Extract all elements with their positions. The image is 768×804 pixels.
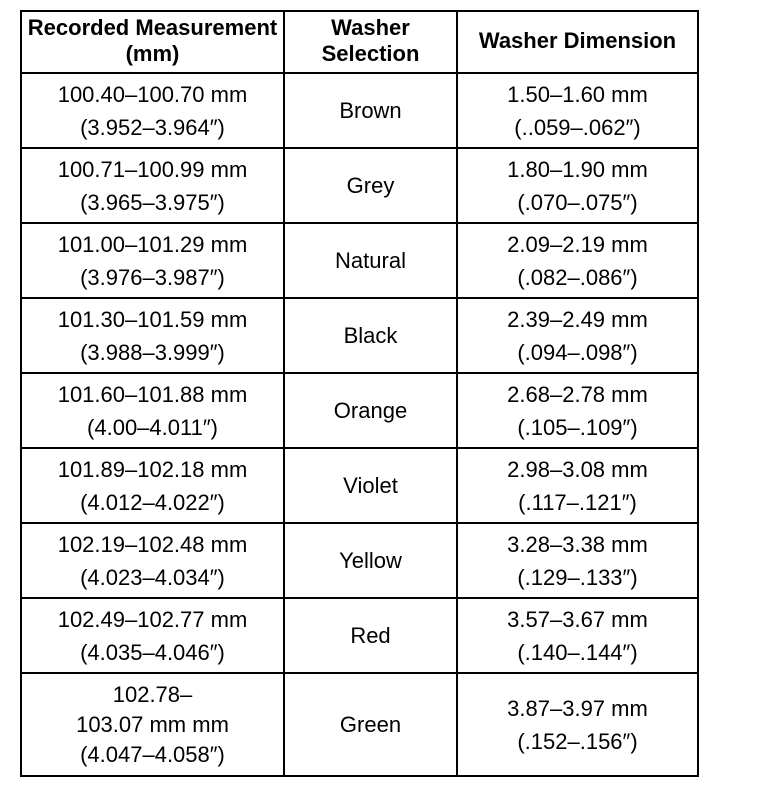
table-row — [21, 673, 698, 776]
selection-cell: Natural — [284, 223, 457, 298]
header-line: Selection — [321, 41, 420, 66]
measurement-in: (3.952–3.964″) — [80, 114, 225, 140]
selection-cell: Brown — [284, 73, 457, 148]
dimension-mm: 2.09–2.19 mm — [507, 231, 648, 257]
selection-cell: Yellow — [284, 523, 457, 598]
dimension-in: (..059–.062″) — [514, 114, 641, 140]
measurement-cell — [21, 673, 284, 776]
measurement-cell — [21, 148, 284, 223]
dimension-in: (.117–.121″) — [518, 489, 637, 515]
measurement-mm: 102.19–102.48 mm — [57, 531, 248, 557]
dimension-mm: 2.39–2.49 mm — [507, 306, 648, 332]
header-line: Recorded — [27, 15, 130, 40]
dimension-in: (.094–.098″) — [517, 339, 638, 365]
measurement-cell — [21, 373, 284, 448]
measurement-mm: 102.78– — [112, 681, 193, 707]
header-row — [21, 11, 698, 73]
selection-cell: Green — [284, 673, 457, 776]
dimension-in: (.140–.144″) — [517, 639, 638, 665]
dimension-mm: 3.28–3.38 mm — [507, 531, 648, 557]
measurement-mm: 101.00–101.29 mm — [57, 231, 248, 257]
measurement-in: (3.976–3.987″) — [80, 264, 225, 290]
measurement-in: (3.988–3.999″) — [80, 339, 225, 365]
table-row — [21, 298, 698, 373]
measurement-cell — [21, 448, 284, 523]
dimension-cell — [457, 223, 698, 298]
measurement-mm-cont: 103.07 mm mm — [76, 711, 229, 737]
dimension-cell — [457, 148, 698, 223]
table-row — [21, 523, 698, 598]
table-row — [21, 148, 698, 223]
dimension-in: (.070–.075″) — [517, 189, 638, 215]
table-row — [21, 73, 698, 148]
header-washer-dimension — [457, 11, 698, 73]
dimension-mm: 2.68–2.78 mm — [507, 381, 648, 407]
header-line: Washer — [478, 28, 558, 53]
measurement-in: (3.965–3.975″) — [80, 189, 225, 215]
measurement-mm: 101.89–102.18 mm — [57, 456, 248, 482]
dimension-cell — [457, 298, 698, 373]
measurement-in: (4.023–4.034″) — [80, 564, 225, 590]
dimension-in: (.105–.109″) — [517, 414, 638, 440]
dimension-cell — [457, 673, 698, 776]
measurement-in: (4.00–4.011″) — [87, 414, 218, 440]
dimension-mm: 2.98–3.08 mm — [507, 456, 648, 482]
selection-cell: Grey — [284, 148, 457, 223]
dimension-in: (.152–.156″) — [517, 728, 638, 754]
header-line: Dimension — [563, 28, 677, 53]
header-recorded-measurement — [21, 11, 284, 73]
dimension-cell — [457, 523, 698, 598]
selection-cell: Red — [284, 598, 457, 673]
measurement-mm: 100.71–100.99 mm — [57, 156, 248, 182]
measurement-cell — [21, 298, 284, 373]
dimension-in: (.129–.133″) — [517, 564, 638, 590]
selection-cell: Violet — [284, 448, 457, 523]
selection-cell: Orange — [284, 373, 457, 448]
measurement-cell — [21, 73, 284, 148]
measurement-mm: 101.30–101.59 mm — [57, 306, 248, 332]
measurement-cell — [21, 523, 284, 598]
dimension-cell — [457, 598, 698, 673]
table-row — [21, 598, 698, 673]
measurement-in: (4.012–4.022″) — [80, 489, 225, 515]
measurement-mm: 101.60–101.88 mm — [57, 381, 248, 407]
dimension-cell — [457, 448, 698, 523]
dimension-mm: 3.87–3.97 mm — [507, 695, 648, 721]
dimension-mm: 1.50–1.60 mm — [507, 81, 648, 107]
dimension-cell — [457, 373, 698, 448]
dimension-cell — [457, 73, 698, 148]
table-row — [21, 448, 698, 523]
header-washer-selection — [284, 11, 457, 73]
header-line: Washer — [331, 15, 410, 40]
measurement-cell — [21, 223, 284, 298]
measurement-in: (4.035–4.046″) — [80, 639, 225, 665]
dimension-mm: 3.57–3.67 mm — [507, 606, 648, 632]
dimension-in: (.082–.086″) — [517, 264, 638, 290]
measurement-cell — [21, 598, 284, 673]
measurement-mm: 100.40–100.70 mm — [57, 81, 248, 107]
selection-cell: Black — [284, 298, 457, 373]
table-row — [21, 373, 698, 448]
dimension-mm: 1.80–1.90 mm — [507, 156, 648, 182]
header-line: Measurement (mm) — [125, 15, 278, 66]
table-row — [21, 223, 698, 298]
measurement-mm: 102.49–102.77 mm — [57, 606, 248, 632]
measurement-in: (4.047–4.058″) — [80, 741, 225, 767]
washer-selection-table — [20, 10, 699, 777]
